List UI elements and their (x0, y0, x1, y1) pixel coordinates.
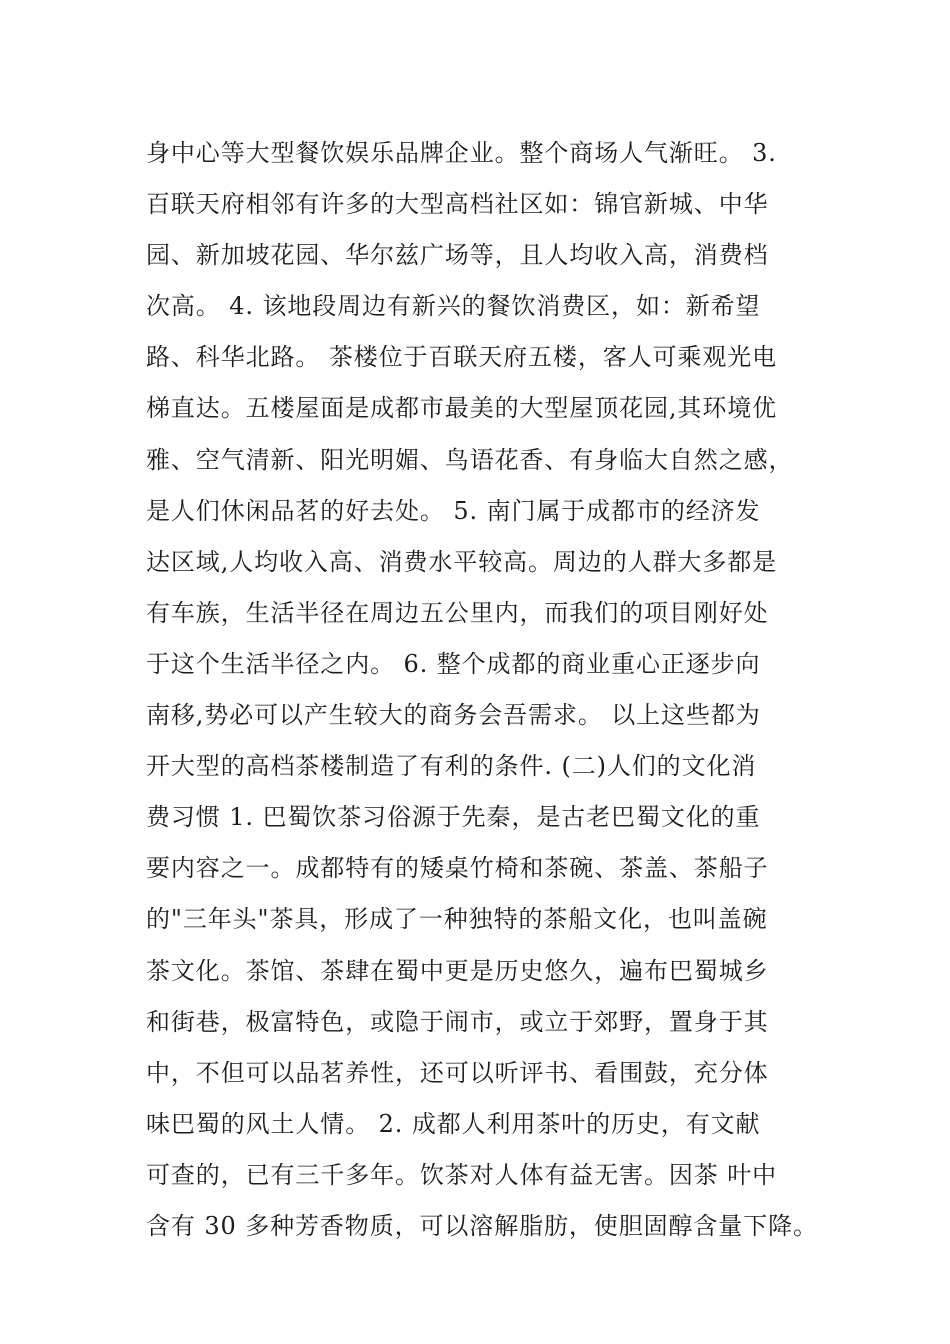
body-text (146, 128, 846, 1252)
text-line: 达区域,人均收入高、消费水平较高。周边的人群大多都是 (146, 547, 778, 576)
text-line: 可查的，已有三千多年。饮茶对人体有益无害。因茶 叶中 (146, 1160, 778, 1189)
text-line: 有车族，生活半径在周边五公里内，而我们的项目刚好处 (146, 598, 769, 627)
text-line: 要内容之一。成都特有的矮桌竹椅和茶碗、茶盖、茶船子 (146, 854, 769, 883)
text-line: 费习惯 1. 巴蜀饮茶习俗源于先秦，是古老巴蜀文化的重 (146, 803, 761, 832)
text-line: 园、新加坡花园、华尔兹广场等，且人均收入高，消费档 (146, 241, 769, 270)
text-line: 和街巷，极富特色，或隐于闹市，或立于郊野，置身于其 (146, 1007, 769, 1036)
text-line: 百联天府相邻有许多的大型高档社区如：锦官新城、中华 (146, 190, 769, 219)
text-line: 含有 30 多种芳香物质，可以溶解脂肪，使胆固醇含量下降。 (146, 1211, 818, 1240)
text-line: 身中心等大型餐饮娱乐品牌企业。整个商场人气渐旺。 3. (146, 139, 777, 167)
text-line: 的"三年头"茶具，形成了一种独特的茶船文化，也叫盖碗 (146, 905, 768, 934)
text-line: 南移,势必可以产生较大的商务会吾需求。 以上这些都为 (146, 701, 761, 730)
text-line: 路、科华北路。 茶楼位于百联天府五楼，客人可乘观光电 (146, 343, 778, 372)
text-line: 茶文化。茶馆、茶肆在蜀中更是历史悠久，遍布巴蜀城乡 (146, 956, 769, 985)
text-line: 味巴蜀的风土人情。 2. 成都人利用茶叶的历史，有文献 (146, 1109, 761, 1138)
text-line: 开大型的高档茶楼制造了有利的条件. (二)人们的文化消 (146, 752, 757, 781)
text-line: 于这个生活半径之内。 6. 整个成都的商业重心正逐步向 (146, 649, 761, 678)
text-line: 是人们休闲品茗的好去处。 5. 南门属于成都市的经济发 (146, 496, 761, 525)
text-line: 梯直达。五楼屋面是成都市最美的大型屋顶花园,其环境优 (146, 394, 778, 423)
text-line: 中，不但可以品茗养性，还可以听评书、看围鼓，充分体 (146, 1058, 769, 1087)
text-line: 次高。 4. 该地段周边有新兴的餐饮消费区，如：新希望 (146, 292, 761, 321)
text-line: 雅、空气清新、阳光明媚、鸟语花香、有身临大自然之感， (146, 445, 794, 474)
